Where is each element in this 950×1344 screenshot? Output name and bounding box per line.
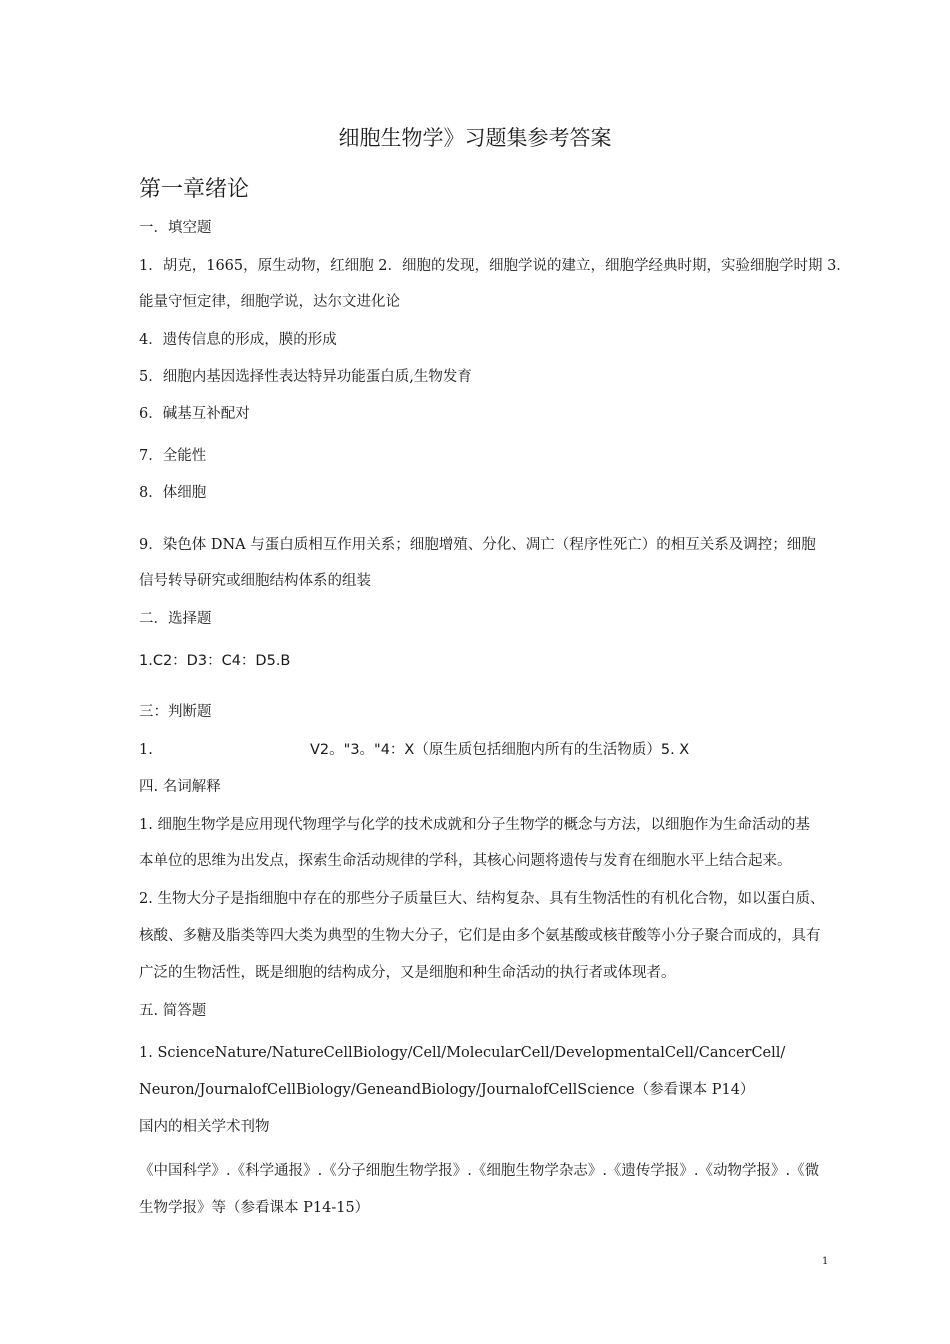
answer-line: 7．全能性 [139, 448, 207, 464]
answer-number: 1. [139, 742, 153, 758]
answer-line: 能量守恒定律，细胞学说，达尔文进化论 [139, 294, 400, 310]
answer-line: 5．细胞内基因选择性表达特异功能蛋白质,生物发育 [139, 369, 472, 385]
section-judge-heading: 三：判断题 [139, 704, 212, 720]
answer-line: 1．胡克，1665，原生动物，红细胞 2．细胞的发现，细胞学说的建立，细胞学经典时期，实验细胞学时期 3． [139, 258, 851, 274]
section-choice-heading: 二．选择题 [139, 611, 212, 627]
answer-line: 广泛的生物活性，既是细胞的结构成分，又是细胞和种生命活动的执行者或体现者。 [139, 965, 676, 981]
answer-line: V2。"3。"4：X（原生质包括细胞内所有的生活物质）5. X [310, 742, 690, 758]
answer-line: 信号转导研究或细胞结构体系的组装 [139, 573, 371, 589]
answer-line: 核酸、多糖及脂类等四大类为典型的生物大分子，它们是由多个氨基酸或核苷酸等小分子聚合而成的，具有 [139, 928, 821, 944]
answer-line: 国内的相关学术刊物 [139, 1119, 270, 1135]
chapter-heading: 第一章绪论 [139, 177, 250, 202]
answer-line: 8．体细胞 [139, 485, 207, 501]
answer-line: 本单位的思维为出发点，探索生命活动规律的学科，其核心问题将遗传与发育在细胞水平上结合起来。 [139, 853, 792, 869]
document-title: 细胞生物学》习题集参考答案 [338, 126, 612, 150]
answer-line: 2. 生物大分子是指细胞中存在的那些分子质量巨大、结构复杂、具有生物活性的有机化合物，如以蛋白质、 [139, 891, 825, 907]
section-terms-heading: 四. 名词解释 [139, 779, 221, 795]
answer-line: 1. 细胞生物学是应用现代物理学与化学的技术成就和分子生物学的概念与方法，以细胞作为生命活动的基 [139, 817, 810, 833]
answer-line: 4．遗传信息的形成，膜的形成 [139, 332, 337, 348]
answer-line: 1.C2：D3：C4：D5.B [139, 653, 291, 669]
answer-line: Neuron/JournalofCellBiology/GeneandBiology/JournalofCellScience（参看课本 P14） [139, 1082, 755, 1098]
answer-line: 《中国科学》.《科学通报》.《分子细胞生物学报》.《细胞生物学杂志》.《遗传学报》.《动物学报》.《微 [139, 1163, 820, 1179]
answer-line: 1. ScienceNature/NatureCellBiology/Cell/MolecularCell/DevelopmentalCell/CancerCell/ [139, 1045, 786, 1061]
section-short-answer-heading: 五. 简答题 [139, 1003, 207, 1019]
answer-line: 6．碱基互补配对 [139, 406, 250, 422]
page-number: 1 [822, 1256, 829, 1267]
section-fill-blank-heading: 一．填空题 [139, 220, 212, 236]
answer-line: 9．染色体 DNA 与蛋白质相互作用关系；细胞增殖、分化、凋亡（程序性死亡）的相互关系及调控；细胞 [139, 537, 816, 553]
answer-line: 生物学报》等（参看课本 P14-15） [139, 1200, 370, 1216]
